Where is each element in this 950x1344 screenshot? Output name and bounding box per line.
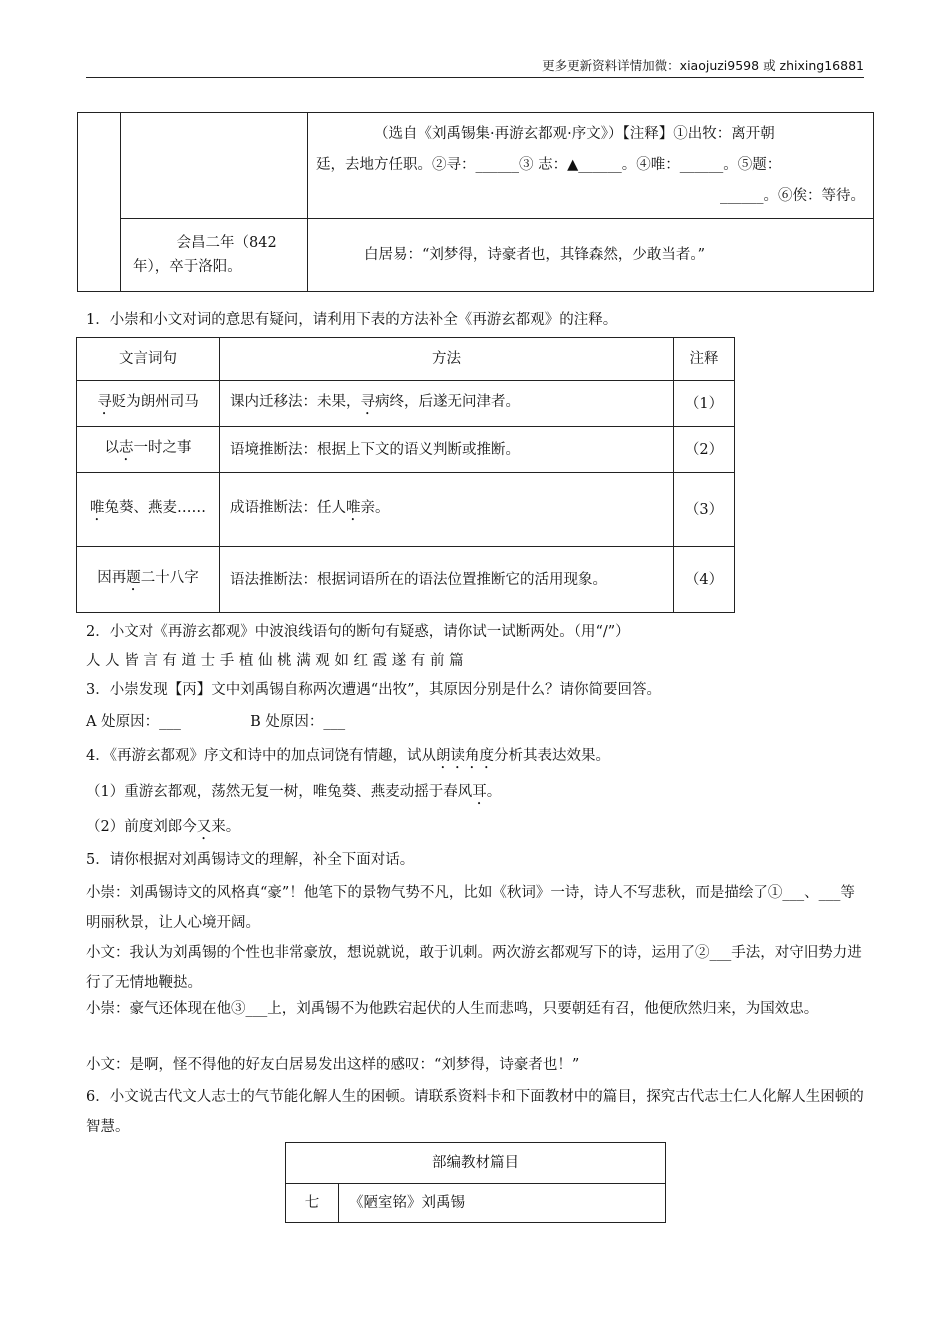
dotted-word: 唯	[90, 499, 105, 516]
note-cell: （3）	[674, 473, 735, 547]
dotted-word: 耳	[472, 784, 487, 800]
answer-a: A 处原因：___	[86, 714, 181, 730]
question-4	[86, 744, 866, 772]
question-2: 2．小文对《再游玄都观》中波浪线语句的断句有疑惑，请你试一试断两处。（用“/”）	[86, 624, 630, 640]
phrase-post: 贬为朗州司马	[111, 393, 199, 410]
dialogue-1: 小崇：刘禹锡诗文的风格真“豪”！他笔下的景物气势不凡，比如《秋词》一诗，诗人不写悲秋，而是描绘了①___、___等明丽秋景，让人心境开阔。	[86, 885, 855, 931]
question-3: 3．小崇发现【丙】文中刘禹锡自称两次遭遇“出牧”，其原因分别是什么？请你简要回答。	[86, 682, 662, 698]
dotted-word: 唯	[346, 499, 361, 516]
dotted-word: 寻	[360, 393, 375, 410]
note-line: 廷，去地方任职。②寻：______③ 志：▲______。④唯：______。⑤题：	[316, 157, 782, 173]
note-cell	[308, 113, 874, 219]
empty-cell	[121, 113, 308, 219]
question-4-1	[86, 780, 866, 808]
article-cell: 《陋室铭》刘禹锡	[339, 1184, 666, 1223]
question-4-2	[86, 815, 866, 843]
q4-1-post: 。	[486, 784, 502, 800]
header-cell: 方法	[220, 338, 674, 381]
textbook-table	[285, 1142, 666, 1223]
phrase-cell	[77, 473, 220, 547]
note-cell: （4）	[674, 547, 735, 613]
textbook-title: 部编教材篇目	[286, 1143, 666, 1184]
note-cell: （1）	[674, 381, 735, 427]
method-pre: 语法推断法：根据词语所在的语法位置推断它的活用现象。	[230, 571, 607, 588]
question-1: 1．小崇和小文对词的意思有疑问，请利用下表的方法补全《再游玄都观》的注释。	[86, 312, 618, 328]
method-cell	[220, 381, 674, 427]
question-3-answers	[86, 710, 866, 734]
question-5: 5．请你根据对刘禹锡诗文的理解，补全下面对话。	[86, 852, 415, 868]
note-line: （选自《刘禹锡集·再游玄都观·序文》）【注释】①出牧：离开朝	[374, 126, 775, 142]
q4-2-pre: （2）前度刘郎今	[86, 819, 197, 835]
sentence-to-punctuate: 人 人 皆 言 有 道 士 手 植 仙 桃 满 观 如 红 霞 遂 有 前 篇	[86, 653, 464, 669]
method-post: 亲。	[360, 499, 390, 516]
note-line: ______。⑥俟：等待。	[720, 188, 865, 204]
q4-post: 分析其表达效果。	[493, 748, 610, 764]
dotted-word: 志	[119, 439, 134, 456]
grade-cell: 七	[286, 1184, 339, 1223]
phrase-cell	[77, 547, 220, 613]
dialogue-2: 小文：我认为刘禹锡的个性也非常豪放，想说就说，敢于讥刺。两次游玄都观写下的诗，运用了②___手法，对守旧势力进行了无情地鞭挞。	[86, 945, 862, 991]
q4-1-pre: （1）重游玄都观，荡然无复一树，唯兔葵、燕麦动摇于春风	[86, 784, 473, 800]
page-header: 更多更新资料详情加微：xiaojuzi9598 或 zhixing16881	[86, 56, 864, 78]
method-cell	[220, 473, 674, 547]
year-text: 会昌二年（842年），卒于洛阳。	[133, 235, 277, 275]
info-card-table	[77, 112, 874, 292]
dialogue-4: 小文：是啊，怪不得他的好友白居易发出这样的感叹：“刘梦得，诗豪者也！”	[86, 1057, 580, 1073]
method-post: 病终，后遂无问津者。	[375, 393, 520, 410]
phrase-post: 一时之事	[133, 439, 192, 456]
dotted-word: 朗读角度	[435, 748, 494, 764]
method-pre: 成语推断法：任人	[230, 499, 346, 516]
dotted-word: 题	[126, 569, 141, 586]
q4-2-post: 来。	[211, 819, 241, 835]
phrase-post: 兔葵、燕麦……	[104, 499, 206, 516]
phrase-post: 二十八字	[140, 569, 199, 586]
phrase-cell	[77, 427, 220, 473]
phrase-cell	[77, 381, 220, 427]
year-cell	[121, 219, 308, 292]
header-cell: 文言词句	[77, 338, 220, 381]
empty-cell	[78, 113, 121, 292]
dialogue-3: 小崇：豪气还体现在他③___上，刘禹锡不为他跌宕起伏的人生而悲鸣，只要朝廷有召，他便欣然归来，为国效忠。	[86, 1001, 819, 1017]
header-cell: 注释	[674, 338, 735, 381]
dotted-word: 寻	[97, 393, 112, 410]
method-pre: 语境推断法：根据上下文的语义判断或推断。	[230, 441, 520, 458]
method-table	[76, 337, 735, 613]
answer-b: B 处原因：___	[250, 714, 346, 730]
bai-quote: 白居易：“刘梦得，诗豪者也，其锋森然，少敢当者。”	[308, 219, 874, 292]
note-cell: （2）	[674, 427, 735, 473]
dotted-word: 又	[196, 819, 212, 835]
phrase-pre: 以	[104, 439, 119, 456]
q4-pre: 4．《再游玄都观》序文和诗中的加点词饶有情趣，试从	[86, 748, 436, 764]
method-cell	[220, 427, 674, 473]
phrase-pre: 因再	[97, 569, 127, 586]
method-pre: 课内迁移法：未果，	[230, 393, 361, 410]
method-cell	[220, 547, 674, 613]
question-6: 6．小文说古代文人志士的气节能化解人生的困顿。请联系资料卡和下面教材中的篇目，探究古代志士仁人化解人生困顿的智慧。	[86, 1089, 864, 1135]
